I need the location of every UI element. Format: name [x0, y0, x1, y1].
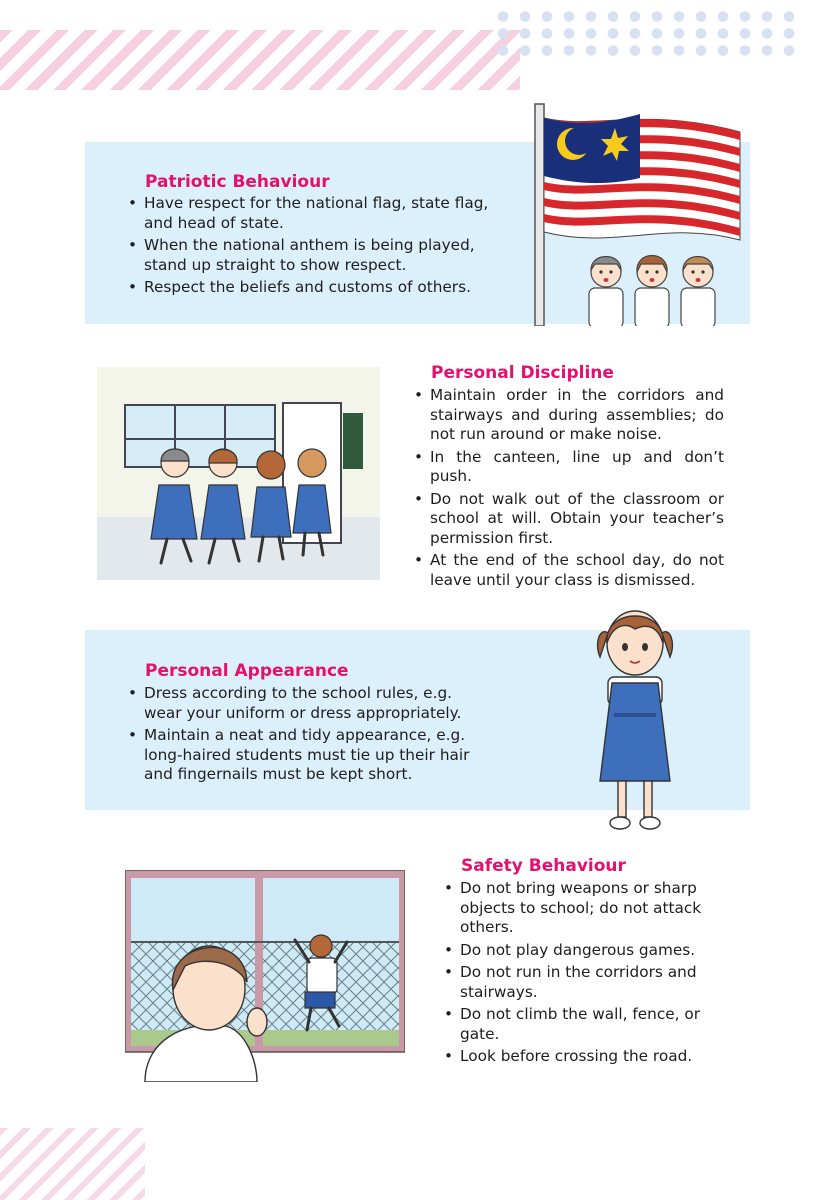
appearance-list	[128, 684, 488, 788]
list-item: • Do not climb the wall, fence, or gate.	[444, 1005, 729, 1044]
list-item: • Maintain a neat and tidy appearance, e.g. long-haired students must tie up their hair and fingernails must be kept short.	[128, 726, 488, 785]
list-item: • In the canteen, line up and don’t push.	[414, 448, 724, 487]
list-item: • Respect the beliefs and customs of others.	[128, 278, 508, 298]
list-item: • Do not bring weapons or sharp objects to school; do not attack others.	[444, 879, 729, 938]
discipline-list	[414, 386, 724, 593]
section-title-patriotic: Patriotic Behaviour	[145, 172, 330, 192]
section-title-discipline: Personal Discipline	[431, 363, 614, 383]
girl-in-school-uniform	[590, 603, 680, 835]
section-title-appearance: Personal Appearance	[145, 661, 349, 681]
list-item: • Look before crossing the road.	[444, 1047, 729, 1067]
list-item: • Have respect for the national flag, state flag, and head of state.	[128, 194, 508, 233]
boy-watching-student-climb-fence	[125, 870, 405, 1082]
list-item: • Do not walk out of the classroom or school at will. Obtain your teacher’s permission first.	[414, 490, 724, 549]
decorative-stripes-top	[0, 30, 520, 90]
list-item: • Dress according to the school rules, e.g. wear your uniform or dress appropriately.	[128, 684, 488, 723]
malaysia-flag-with-students	[525, 100, 750, 326]
safety-list	[444, 879, 729, 1070]
list-item: • Do not run in the corridors and stairways.	[444, 963, 729, 1002]
list-item: • Maintain order in the corridors and stairways and during assemblies; do not run around or make noise.	[414, 386, 724, 445]
students-walking-in-corridor	[97, 367, 380, 580]
section-title-safety: Safety Behaviour	[461, 856, 626, 876]
decorative-dots	[492, 8, 802, 58]
list-item: • At the end of the school day, do not leave until your class is dismissed.	[414, 551, 724, 590]
list-item: • Do not play dangerous games.	[444, 941, 729, 961]
list-item: • When the national anthem is being played, stand up straight to show respect.	[128, 236, 508, 275]
decorative-stripes-bottom	[0, 1128, 145, 1200]
patriotic-list	[128, 194, 508, 301]
